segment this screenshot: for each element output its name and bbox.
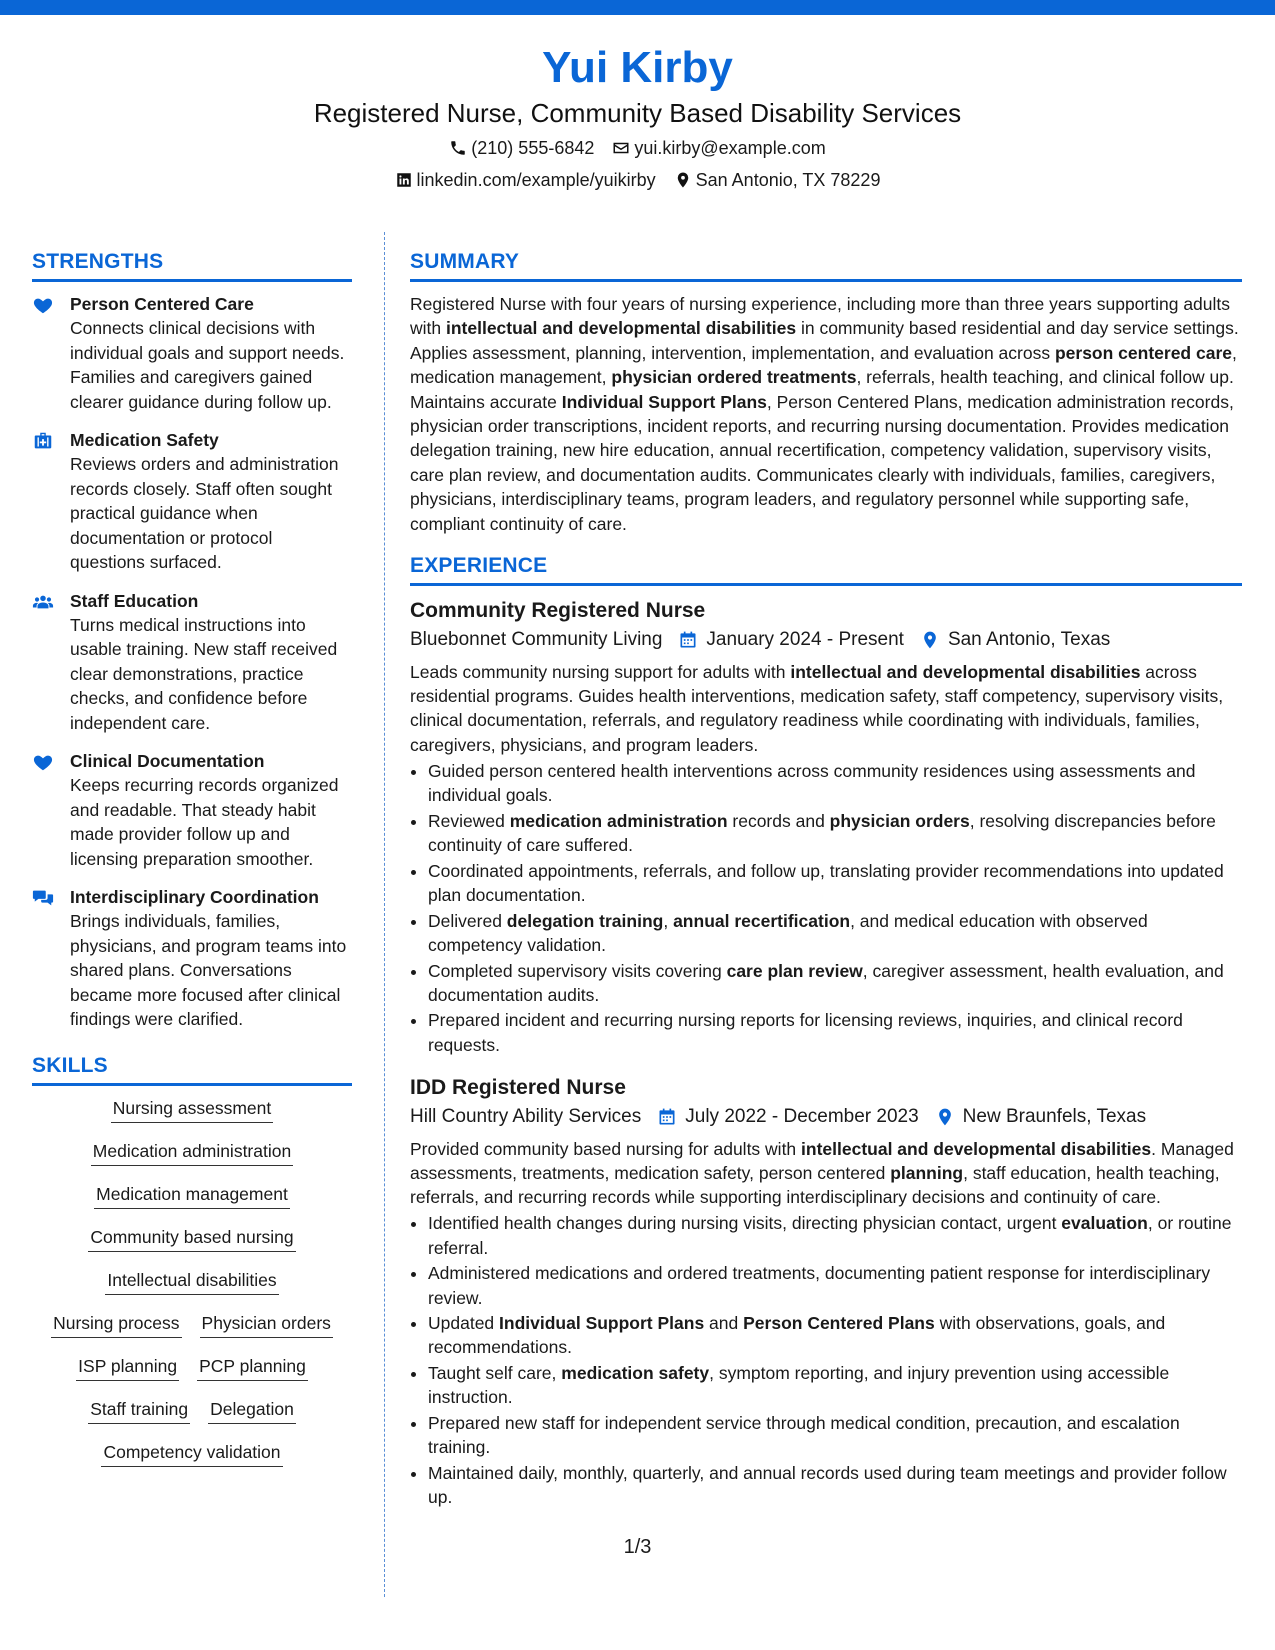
skill-row	[32, 1397, 352, 1424]
strength-title: Person Centered Care	[70, 294, 254, 314]
calendar-icon	[657, 1107, 677, 1127]
strengths-list	[32, 292, 352, 1032]
skill-tag: Medication management	[94, 1182, 290, 1209]
job-bullet	[428, 1361, 1242, 1409]
skill-row	[32, 1096, 352, 1123]
location-text: San Antonio, TX 78229	[695, 170, 881, 190]
column-divider	[384, 232, 385, 1597]
job-meta	[410, 1103, 1242, 1131]
strength-description: Connects clinical decisions with individual goals and support needs. Families and caregivers gained clearer guidance during follow up.	[70, 318, 345, 412]
medical-kit-icon	[32, 430, 54, 452]
skill-row	[32, 1268, 352, 1295]
emphasis-text: Individual Support Plans	[561, 391, 767, 412]
job-description	[410, 660, 1242, 757]
skill-tag: Intellectual disabilities	[105, 1268, 278, 1295]
text-segment: Prepared new staff for independent service through medical condition, precaution, and escalation training.	[428, 1413, 1180, 1458]
linkedin-icon	[395, 171, 413, 189]
text-segment: Reviewed	[428, 810, 510, 831]
linkedin-contact[interactable]	[395, 168, 656, 192]
emphasis-text: annual recertification	[673, 910, 851, 931]
text-segment: Delivered	[428, 910, 507, 931]
skill-tag: PCP planning	[197, 1354, 308, 1381]
location-contact	[674, 168, 881, 192]
text-segment: across residential programs. Guides health interventions, medication safety, staff competency, supervisory visits, clinical documentation, referrals, and regulatory readiness while coordinating with individuals, families, caregivers, physicians, and program leaders.	[410, 662, 1224, 755]
emphasis-text: Individual Support Plans	[499, 1313, 705, 1334]
job-bullet	[428, 1261, 1242, 1309]
email-contact[interactable]	[612, 136, 825, 160]
strength-icon-wrap	[32, 749, 58, 871]
text-segment: , caregiver assessment, health evaluation, and documentation audits.	[428, 960, 1224, 1005]
skill-tag: Community based nursing	[88, 1225, 295, 1252]
comments-icon	[32, 887, 54, 909]
job-bullets	[410, 759, 1242, 1057]
emphasis-text: medication safety	[561, 1363, 710, 1384]
job-dates-wrap	[678, 626, 904, 654]
text-segment: records and	[727, 810, 830, 831]
map-pin-icon	[920, 630, 940, 650]
calendar-icon	[678, 630, 698, 650]
job-location: San Antonio, Texas	[947, 629, 1111, 651]
text-segment: Taught self care,	[428, 1363, 562, 1384]
text-segment: , Person Centered Plans, medication administration records, physician order transcriptions, incident reports, and recurring nursing documentation. Provides medication delegation training, new hire education, annual recertification, competency validation, supervisory visits, care plan review, and documentation audits. Communicates clearly with individuals, families, caregivers, physicians, interdisciplinary teams, program leaders, and regulatory personnel while supporting safe, compliant continuity of care.	[410, 391, 1234, 534]
text-segment: Maintained daily, monthly, quarterly, and annual records used during team meetings and provider follow up.	[428, 1462, 1227, 1508]
strength-body	[70, 292, 352, 414]
skill-tag: Nursing process	[51, 1311, 181, 1338]
job-company: Hill Country Ability Services	[410, 1105, 642, 1127]
text-segment: , resolving discrepancies before continuity of care suffered.	[428, 810, 1216, 855]
skill-row	[32, 1354, 352, 1381]
text-segment: Provided community based nursing for adults with	[410, 1138, 802, 1159]
emphasis-text: evaluation	[1061, 1213, 1148, 1234]
strength-body	[70, 749, 352, 871]
text-segment: Identified health changes during nursing visits, directing physician contact, urgent	[428, 1213, 1062, 1234]
strength-icon-wrap	[32, 428, 58, 575]
skills-heading: SKILLS	[32, 1052, 352, 1086]
job-meta	[410, 626, 1242, 654]
emphasis-text: person centered care	[1054, 342, 1232, 363]
page-number: 1/3	[623, 1536, 652, 1558]
strength-item	[32, 292, 352, 414]
envelope-icon	[612, 139, 630, 157]
strength-icon-wrap	[32, 885, 58, 1032]
text-segment: with observations, goals, and recommendations.	[428, 1313, 1166, 1358]
job-company: Bluebonnet Community Living	[410, 629, 663, 651]
job-bullet	[428, 859, 1242, 907]
skills-list	[32, 1096, 352, 1467]
job-bullet	[428, 1211, 1242, 1259]
job-bullet	[428, 1411, 1242, 1459]
job-title: IDD Registered Nurse	[410, 1075, 626, 1099]
strength-icon-wrap	[32, 292, 58, 414]
strength-item	[32, 749, 352, 871]
skill-tag: Nursing assessment	[111, 1096, 274, 1123]
experience-list	[410, 596, 1242, 1509]
experience-heading: EXPERIENCE	[410, 552, 1242, 586]
emphasis-text: medication administration	[509, 810, 728, 831]
skill-tag: ISP planning	[76, 1354, 179, 1381]
job-entry	[410, 596, 1242, 1057]
emphasis-text: Person Centered Plans	[743, 1313, 935, 1334]
strength-item	[32, 885, 352, 1032]
strength-description: Turns medical instructions into usable training. New staff received clear demonstrations, practice checks, and confidence before independent care.	[70, 614, 338, 733]
strength-body	[70, 885, 352, 1032]
text-segment: in community based residential and day service settings. Applies assessment, planning, intervention, implementation, and evaluation across	[410, 318, 1239, 363]
emphasis-text: intellectual and developmental disabilities	[801, 1138, 1152, 1159]
job-bullet	[428, 1311, 1242, 1359]
phone-icon	[449, 139, 467, 157]
emphasis-text: delegation training	[506, 910, 664, 931]
strength-icon-wrap	[32, 589, 58, 736]
text-segment: Completed supervisory visits covering	[428, 960, 727, 981]
job-bullet	[428, 809, 1242, 857]
strengths-heading: STRENGTHS	[32, 248, 352, 282]
text-segment: Guided person centered health interventions across community residences using assessments and individual goals.	[428, 760, 1196, 806]
skill-tag: Staff training	[88, 1397, 190, 1424]
linkedin-text: linkedin.com/example/yuikirby	[416, 170, 656, 190]
skill-row	[32, 1182, 352, 1209]
job-bullet	[428, 759, 1242, 807]
contact-row-2	[0, 168, 1275, 192]
strength-title: Staff Education	[70, 590, 199, 611]
job-title: Community Registered Nurse	[410, 599, 706, 623]
skill-tag: Delegation	[208, 1397, 296, 1424]
text-segment: , or routine referral.	[428, 1213, 1232, 1258]
left-column	[32, 248, 352, 1483]
job-dates-wrap	[657, 1103, 918, 1131]
job-bullet	[428, 1461, 1242, 1509]
emphasis-text: care plan review	[726, 960, 863, 981]
job-bullets	[410, 1211, 1242, 1509]
summary-heading: SUMMARY	[410, 248, 1242, 282]
strength-title: Interdisciplinary Coordination	[70, 887, 319, 907]
job-dates: January 2024 - Present	[706, 629, 904, 651]
text-segment: , symptom reporting, and injury prevention using accessible instruction.	[428, 1363, 1170, 1408]
job-location-wrap	[935, 1103, 1146, 1131]
skill-tag: Competency validation	[101, 1440, 282, 1467]
strength-title: Medication Safety	[70, 430, 219, 450]
skill-row	[32, 1440, 352, 1467]
emphasis-text: intellectual and developmental disabilities	[445, 318, 797, 339]
job-entry	[410, 1073, 1242, 1510]
text-segment: , medication management,	[410, 342, 1237, 388]
phone-text: (210) 555-6842	[471, 138, 595, 158]
text-segment: Updated	[428, 1313, 500, 1334]
emphasis-text: intellectual and developmental disabilities	[790, 662, 1141, 683]
job-location: New Braunfels, Texas	[962, 1105, 1147, 1127]
text-segment: Prepared incident and recurring nursing reports for licensing reviews, inquiries, and clinical record requests.	[428, 1010, 1183, 1055]
heart-icon	[32, 294, 54, 316]
map-pin-icon	[674, 171, 692, 189]
strength-body	[70, 589, 352, 736]
text-segment: Administered medications and ordered treatments, documenting patient response for interdisciplinary review.	[428, 1263, 1211, 1308]
text-segment: ,	[663, 910, 674, 931]
text-segment: Registered Nurse with four years of nursing experience, including more than three years supporting adults with	[410, 294, 1231, 339]
job-bullet	[428, 909, 1242, 957]
strength-item	[32, 589, 352, 736]
strength-description: Keeps recurring records organized and readable. That steady habit made provider follow up and licensing preparation smoother.	[70, 775, 339, 869]
email-text: yui.kirby@example.com	[634, 138, 826, 158]
skill-row	[32, 1139, 352, 1166]
emphasis-text: physician orders	[829, 810, 970, 831]
top-accent-bar	[0, 0, 1275, 15]
strength-body	[70, 428, 352, 575]
heart-icon	[32, 751, 54, 773]
users-icon	[32, 591, 54, 613]
text-segment: , and medical education with observed competency validation.	[428, 910, 1148, 955]
emphasis-text: planning	[890, 1163, 964, 1184]
strength-description: Reviews orders and administration records closely. Staff often sought practical guidance when documentation or protocol questions surfaced.	[70, 454, 339, 572]
job-dates: July 2022 - December 2023	[685, 1105, 919, 1127]
text-segment: Coordinated appointments, referrals, and follow up, translating provider recommendations into updated plan documentation.	[428, 860, 1224, 905]
phone-contact[interactable]	[449, 136, 594, 160]
resume-header	[0, 40, 1275, 192]
strength-title: Clinical Documentation	[70, 751, 265, 771]
skill-row	[32, 1311, 352, 1338]
candidate-name: Yui Kirby	[542, 43, 733, 92]
map-pin-icon	[935, 1107, 955, 1127]
strength-item	[32, 428, 352, 575]
text-segment: Leads community nursing support for adults with	[410, 662, 791, 683]
candidate-title: Registered Nurse, Community Based Disability Services	[313, 98, 962, 128]
text-segment: , referrals, health teaching, and clinical follow up. Maintains accurate	[410, 367, 1234, 412]
text-segment: , staff education, health teaching, referrals, and recurring records while supporting interdisciplinary decisions and continuity of care.	[410, 1163, 1220, 1208]
skill-tag: Medication administration	[91, 1139, 293, 1166]
skill-row	[32, 1225, 352, 1252]
job-description	[410, 1137, 1242, 1210]
job-location-wrap	[920, 626, 1110, 654]
job-bullet	[428, 959, 1242, 1007]
skill-tag: Physician orders	[200, 1311, 333, 1338]
text-segment: and	[704, 1313, 744, 1334]
strength-description: Brings individuals, families, physicians, and program teams into shared plans. Conversations became more focused after clinical findings were clarified.	[70, 911, 347, 1029]
emphasis-text: physician ordered treatments	[611, 367, 857, 388]
text-segment: . Managed assessments, treatments, medication safety, person centered	[410, 1138, 1234, 1184]
right-column	[410, 248, 1242, 1525]
contact-row-1	[0, 136, 1275, 160]
summary-text	[410, 292, 1242, 536]
job-bullet	[428, 1008, 1242, 1056]
